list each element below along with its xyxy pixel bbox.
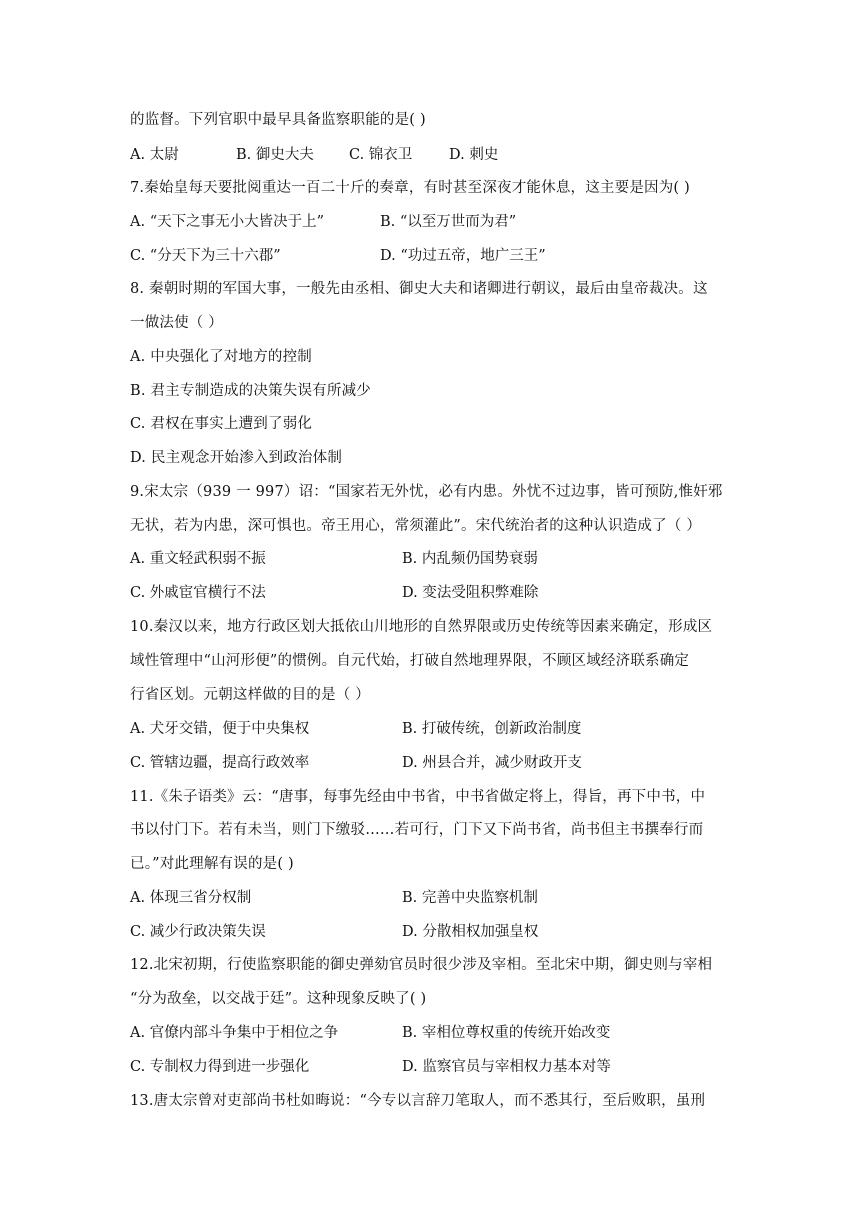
q12-option-a: A. 官僚内部斗争集中于相位之争: [130, 1025, 339, 1041]
q9-option-b: B. 内乱频仍国势衰弱: [402, 551, 538, 567]
q9-option-c: C. 外戚宦官横行不法: [130, 585, 266, 601]
q10-option-a: A. 犬牙交错，便于中央集权: [130, 721, 310, 737]
q10-stem-line-1: 10.秦汉以来，地方行政区划大抵依山川地形的自然界限或历史传统等因素来确定，形成区: [130, 619, 713, 635]
q11-option-d: D. 分散相权加强皇权: [402, 924, 539, 940]
q8-option-b: B. 君主专制造成的决策失误有所减少: [130, 383, 371, 399]
q10-option-c: C. 管辖边疆，提高行政效率: [130, 755, 310, 771]
q11-stem-line-1: 11.《朱子语类》云：“唐事，每事先经由中书省，中书省做定将上，得旨，再下中书，中: [130, 789, 706, 805]
q7-option-b: B. “以至万世而为君”: [380, 214, 517, 230]
q11-stem-line-2: 书以付门下。若有未当，则门下缴驳……若可行，门下又下尚书省，尚书但主书撰奉行而: [130, 822, 704, 838]
q11-option-b: B. 完善中央监察机制: [402, 890, 538, 906]
q9-option-d: D. 变法受阻积弊难除: [402, 585, 539, 601]
q12-stem-line-2: “分为敌垒，以交战于廷”。这种现象反映了( ): [130, 991, 427, 1007]
q12-stem-line-1: 12.北宋初期，行使监察职能的御史弹劾官员时很少涉及宰相。至北宋中期，御史则与宰相: [130, 957, 713, 973]
q7-option-a: A. “天下之事无小大皆决于上”: [130, 214, 325, 230]
q6-stem-tail: 的监督。下列官职中最早具备监察职能的是( ): [130, 112, 426, 128]
q6-option-a: A. 太尉: [130, 147, 179, 163]
q11-stem-line-3: 已。”对此理解有误的是( ): [130, 856, 294, 872]
q6-option-c: C. 锦衣卫: [349, 147, 413, 163]
q7-option-d: D. “功过五帝，地广三王”: [380, 248, 546, 264]
q8-stem-line-2: 一做法使（ ）: [130, 315, 224, 331]
q8-option-c: C. 君权在事实上遭到了弱化: [130, 416, 313, 432]
q7-option-c: C. “分天下为三十六郡”: [130, 248, 281, 264]
q13-stem-line-1: 13.唐太宗曾对吏部尚书杜如晦说：“今专以言辞刀笔取人，而不悉其行，至后败职，虽刑: [130, 1093, 706, 1109]
q6-option-d: D. 刺史: [449, 147, 499, 163]
q11-option-c: C. 减少行政决策失误: [130, 924, 266, 940]
q9-option-a: A. 重文轻武积弱不振: [130, 551, 266, 567]
q10-stem-line-3: 行省区划。元朝这样做的目的是（ ）: [130, 687, 371, 703]
q8-option-d: D. 民主观念开始渗入到政治体制: [130, 450, 343, 466]
q9-stem-line-2: 无状，若为内患，深可惧也。帝王用心，常须灌此”。宋代统治者的这种认识造成了（ ）: [130, 518, 702, 534]
q10-stem-line-2: 域性管理中“山河形便”的惯例。自元代始，打破自然地理界限，不顾区域经济联系确定: [130, 653, 690, 669]
q10-option-b: B. 打破传统，创新政治制度: [402, 721, 582, 737]
q12-option-b: B. 宰相位尊权重的传统开始改变: [402, 1025, 611, 1041]
q8-option-a: A. 中央强化了对地方的控制: [130, 349, 312, 365]
q7-stem: 7.秦始皇每天要批阅重达一百二十斤的奏章，有时甚至深夜才能休息，这主要是因为( ): [130, 180, 690, 196]
q8-stem-line-1: 8. 秦朝时期的军国大事，一般先由丞相、御史大夫和诸卿进行朝议，最后由皇帝裁决。这: [130, 281, 708, 297]
q6-option-b: B. 御史大夫: [236, 147, 314, 163]
q11-option-a: A. 体现三省分权制: [130, 890, 252, 906]
q9-stem-line-1: 9.宋太宗（939 一 997）诏：“国家若无外忧，必有内患。外忧不过边事，皆可预防,惟奸邪: [130, 484, 723, 500]
q10-option-d: D. 州县合并，减少财政开支: [402, 755, 582, 771]
q12-option-c: C. 专制权力得到进一步强化: [130, 1059, 310, 1075]
q12-option-d: D. 监察官员与宰相权力基本对等: [402, 1059, 611, 1075]
